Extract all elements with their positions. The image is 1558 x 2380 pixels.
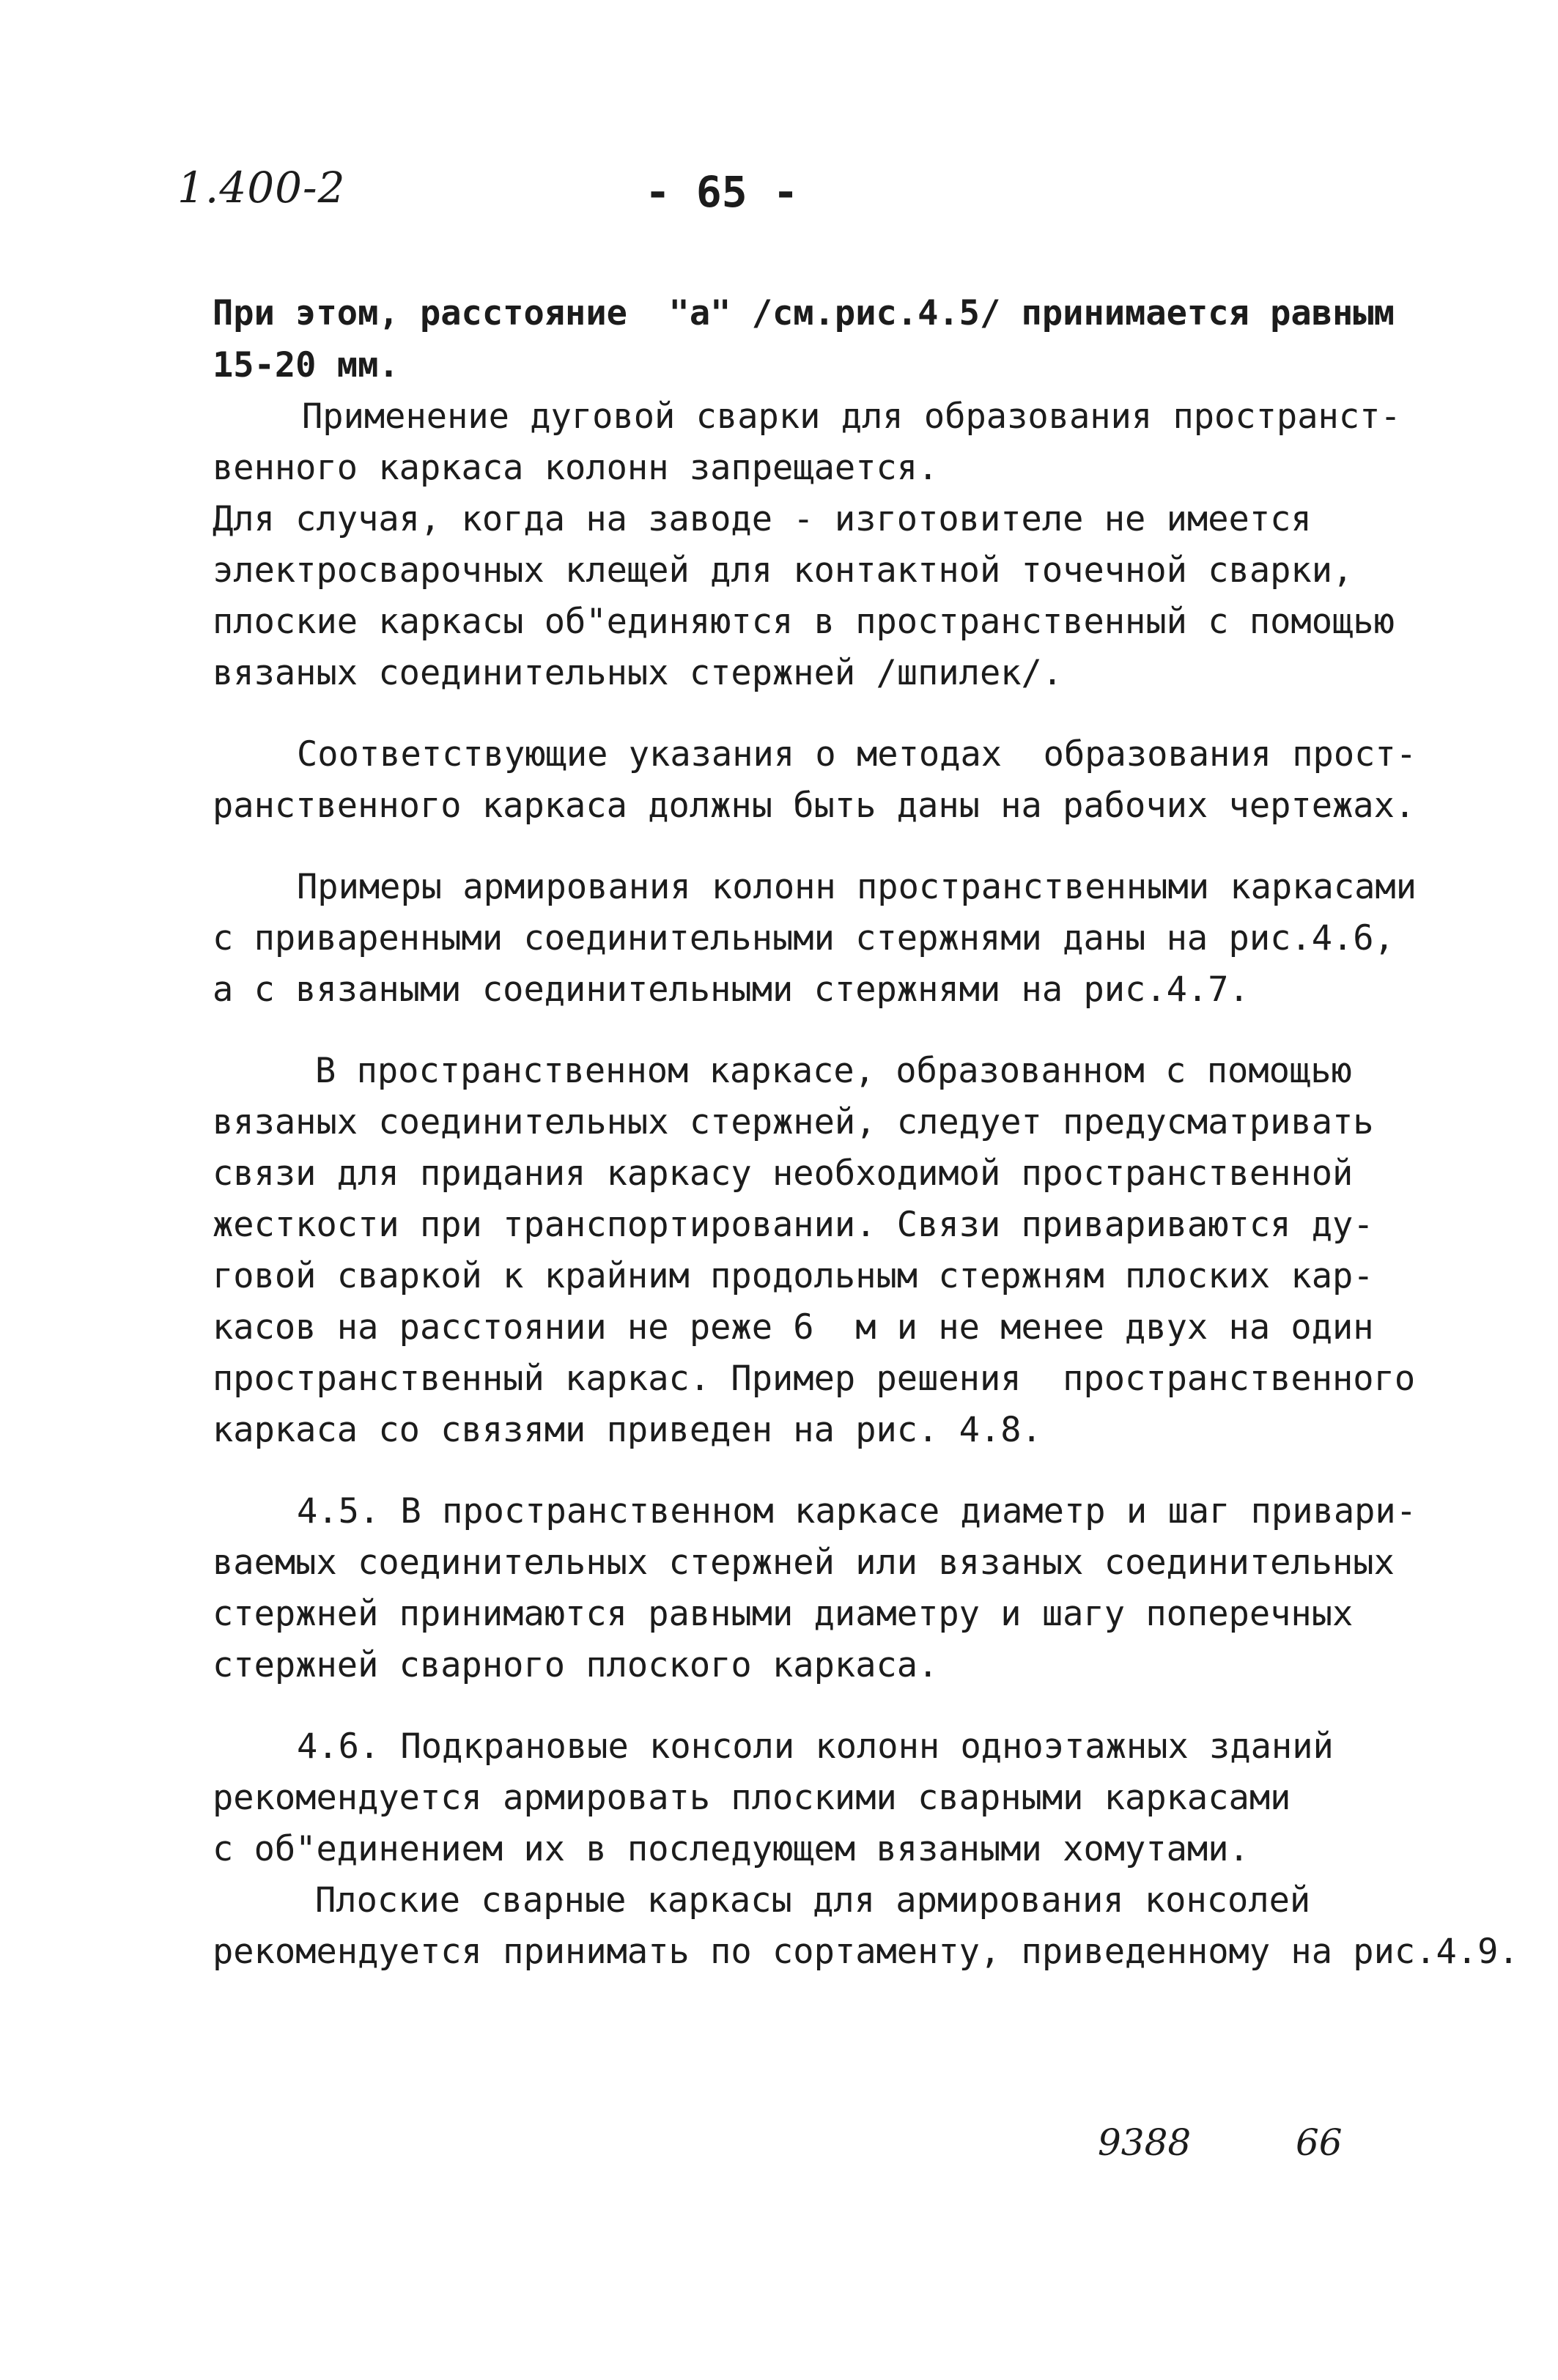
- stamp-number: 9388: [1098, 2121, 1192, 2164]
- text-line: говой сваркой к крайним продольным стержням плоских кар-: [213, 1256, 1374, 1296]
- text-line: ранственного каркаса должны быть даны на рабочих чертежах.: [213, 786, 1416, 826]
- text-line: вязаных соединительных стержней, следует предусматривать: [213, 1102, 1374, 1142]
- text-line: Примеры армирования колонн пространственными каркасами: [297, 867, 1417, 907]
- text-line: каркаса со связями приведен на рис. 4.8.: [213, 1410, 1042, 1450]
- text-line: связи для придания каркасу необходимой пространственной: [213, 1153, 1354, 1194]
- text-line: стержней сварного плоского каркаса.: [213, 1645, 939, 1685]
- text-line: плоские каркасы об"единяются в пространственный с помощью: [213, 602, 1395, 642]
- text-line: с об"единением их в последующем вязаными хомутами.: [213, 1829, 1249, 1869]
- text-line: 15-20 мм.: [213, 345, 399, 385]
- text-line: Соответствующие указания о методах образования прост-: [297, 734, 1417, 775]
- text-line: с приваренными соединительными стержнями даны на рис.4.6,: [213, 918, 1395, 958]
- text-line: жесткости при транспортировании. Связи привариваются ду-: [213, 1205, 1374, 1245]
- text-line: При этом, расстояние "а" /см.рис.4.5/ принимается равным: [213, 293, 1395, 333]
- text-line: В пространственном каркасе, образованном с помощью: [315, 1051, 1352, 1091]
- text-line: Для случая, когда на заводе - изготовителе не имеется: [213, 499, 1312, 539]
- text-line: вязаных соединительных стержней /шпилек/.: [213, 653, 1063, 693]
- text-line: Плоские сварные каркасы для армирования консолей: [315, 1880, 1311, 1921]
- text-line: касов на расстоянии не реже 6 м и не менее двух на один: [213, 1307, 1374, 1348]
- text-line: электросварочных клещей для контактной точечной сварки,: [213, 550, 1354, 591]
- text-line: 4.5. В пространственном каркасе диаметр и шаг привари-: [297, 1491, 1417, 1531]
- text-line: 4.6. Подкрановые консоли колонн одноэтажных зданий: [297, 1726, 1334, 1767]
- page-number: - 65 -: [645, 167, 799, 217]
- text-line: рекомендуется принимать по сортаменту, приведенному на рис.4.9.: [213, 1932, 1519, 1972]
- text-line: Применение дуговой сварки для образования пространст-: [302, 396, 1401, 437]
- text-line: стержней принимаются равными диаметру и шагу поперечных: [213, 1594, 1354, 1634]
- text-line: а с вязаными соединительными стержнями на рис.4.7.: [213, 969, 1249, 1010]
- document-code: 1.400-2: [177, 163, 346, 212]
- text-line: ваемых соединительных стержней или вязаных соединительных: [213, 1542, 1395, 1583]
- stamp-page: 66: [1296, 2121, 1343, 2164]
- text-line: рекомендуется армировать плоскими сварными каркасами: [213, 1778, 1291, 1818]
- text-line: венного каркаса колонн запрещается.: [213, 448, 939, 488]
- text-line: пространственный каркас. Пример решения пространственного: [213, 1359, 1416, 1399]
